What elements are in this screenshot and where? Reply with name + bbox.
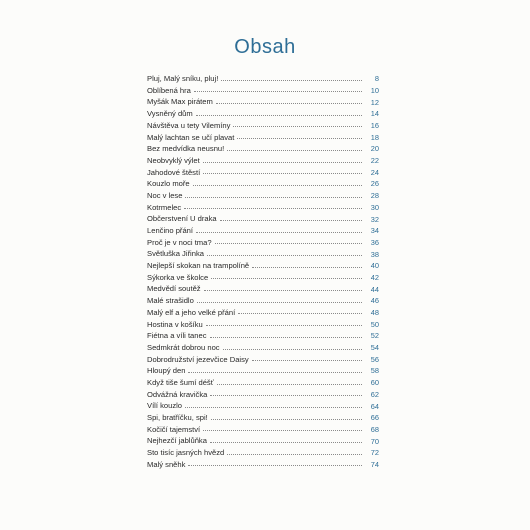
toc-entry-title: Neobvyklý výlet [147,155,200,165]
toc-entry [147,153,379,165]
toc-entry [147,141,379,153]
toc-entry-page-number: 26 [370,179,379,189]
toc-leader-dots [196,115,362,116]
toc-entry [147,188,379,200]
toc-leader-dots [252,360,362,361]
page-title: Obsah [234,36,296,58]
toc-entry-page-number: 74 [370,459,379,469]
toc-leader-dots [185,197,362,198]
toc-leader-dots [194,91,362,92]
toc-entry-page-number: 18 [370,132,379,142]
toc-entry [147,235,379,247]
toc-entry-page-number: 64 [370,401,379,411]
toc-entry-title: Malé strašidlo [147,296,194,306]
toc-entry-page-number: 12 [370,97,379,107]
toc-entry-title: Občerstvení U draka [147,214,217,224]
toc-entry-title: Sedmkrát dobrou noc [147,342,220,352]
toc-entry [147,328,379,340]
toc-leader-dots [210,442,362,443]
toc-leader-dots [210,395,362,396]
toc-entry-page-number: 30 [370,202,379,212]
toc-leader-dots [238,313,362,314]
toc-entry-title: Proč je v noci tma? [147,237,212,247]
toc-entry [147,387,379,399]
toc-leader-dots [203,430,362,431]
toc-entry-page-number: 10 [370,85,379,95]
toc-entry-page-number: 46 [370,296,379,306]
toc-entry-page-number: 68 [370,424,379,434]
toc-entry-page-number: 28 [370,191,379,201]
toc-entry-page-number: 32 [370,214,379,224]
toc-entry-title: Sýkorka ve školce [147,272,209,282]
toc-leader-dots [196,232,362,233]
toc-entry-title: Světluška Jiřinka [147,249,204,259]
toc-entry-title: Fiétna a víli tanec [147,331,207,341]
toc-leader-dots [220,220,362,221]
toc-entry-title: Dobrodružství jezevčice Daisy [147,354,249,364]
toc-entry-page-number: 14 [370,109,379,119]
table-of-contents [147,71,379,468]
toc-leader-dots [227,454,362,455]
toc-entry-title: Hloupý den [147,366,186,376]
toc-entry-title: Myšák Max pirátem [147,97,213,107]
toc-entry-title: Bez medvídka neusnu! [147,144,225,154]
toc-entry [147,94,379,106]
toc-entry [147,200,379,212]
toc-entry-title: Hostina v košíku [147,319,203,329]
toc-leader-dots [221,80,362,81]
toc-entry [147,457,379,469]
toc-entry-page-number: 24 [370,167,379,177]
toc-leader-dots [188,465,362,466]
toc-entry-title: Nejhezčí jablůňka [147,436,207,446]
toc-entry [147,398,379,410]
toc-entry-page-number: 50 [370,319,379,329]
toc-entry [147,211,379,223]
toc-entry-page-number: 44 [370,284,379,294]
toc-leader-dots [193,185,362,186]
toc-entry-title: Medvědí soutěž [147,284,201,294]
toc-entry-title: Noc v lese [147,190,183,200]
toc-leader-dots [184,208,362,209]
toc-entry-title: Kouzlo moře [147,179,190,189]
toc-leader-dots [203,173,362,174]
toc-entry [147,340,379,352]
toc-leader-dots [204,290,362,291]
toc-leader-dots [210,337,362,338]
toc-leader-dots [211,419,362,420]
toc-entry [147,258,379,270]
toc-entry-title: Sto tisíc jasných hvězd [147,448,225,458]
toc-entry-page-number: 8 [374,74,379,84]
toc-entry-title: Vílí kouzlo [147,401,183,411]
toc-entry-page-number: 16 [370,121,379,131]
toc-entry-page-number: 56 [370,354,379,364]
toc-entry [147,445,379,457]
toc-entry [147,352,379,364]
toc-entry [147,316,379,328]
toc-entry [147,106,379,118]
toc-entry-title: Vysněný dům [147,109,193,119]
toc-entry-page-number: 70 [370,436,379,446]
toc-entry [147,246,379,258]
toc-entry-title: Kočičí tajemství [147,424,201,434]
toc-entry [147,176,379,188]
toc-leader-dots [216,103,362,104]
toc-leader-dots [188,372,362,373]
toc-entry-title: Když tiše šumí déšť [147,377,214,387]
toc-leader-dots [215,243,362,244]
toc-entry-title: Oblíbená hra [147,85,191,95]
toc-entry-title: Malý lachtan se učí plavat [147,132,235,142]
toc-leader-dots [217,384,362,385]
toc-leader-dots [211,278,362,279]
toc-entry-page-number: 20 [370,144,379,154]
toc-entry-page-number: 34 [370,226,379,236]
toc-entry [147,165,379,177]
toc-entry-title: Malý sněhk [147,459,186,469]
toc-entry-title: Malý elf a jeho velké přání [147,307,236,317]
toc-entry-page-number: 52 [370,331,379,341]
toc-entry [147,433,379,445]
toc-entry-page-number: 54 [370,343,379,353]
toc-entry-page-number: 42 [370,272,379,282]
toc-entry-page-number: 60 [370,378,379,388]
toc-entry-page-number: 36 [370,237,379,247]
toc-entry [147,293,379,305]
toc-entry-page-number: 58 [370,366,379,376]
toc-entry-title: Spi, bratříčku, spi! [147,413,208,423]
toc-entry [147,223,379,235]
toc-leader-dots [197,302,362,303]
toc-entry-title: Lenčino přání [147,226,194,236]
toc-leader-dots [203,162,362,163]
toc-entry [147,71,379,83]
toc-leader-dots [206,325,362,326]
toc-leader-dots [252,267,362,268]
toc-entry-title: Kotrmelec [147,202,182,212]
toc-entry [147,422,379,434]
toc-leader-dots [223,349,362,350]
toc-entry-page-number: 38 [370,249,379,259]
toc-leader-dots [233,126,362,127]
toc-entry-title: Pluj, Malý sníku, pluj! [147,74,219,84]
toc-entry [147,375,379,387]
toc-entry [147,83,379,95]
toc-leader-dots [237,138,362,139]
toc-entry [147,129,379,141]
toc-entry [147,118,379,130]
toc-entry-page-number: 40 [370,261,379,271]
toc-entry [147,305,379,317]
toc-entry-title: Návštěva u tety Vilemíny [147,120,231,130]
toc-entry-page-number: 48 [370,308,379,318]
toc-entry [147,363,379,375]
toc-entry [147,410,379,422]
toc-leader-dots [185,407,362,408]
toc-entry-title: Jahodové štěstí [147,167,201,177]
toc-entry-page-number: 62 [370,389,379,399]
toc-leader-dots [227,150,362,151]
toc-entry-page-number: 22 [370,156,379,166]
toc-entry [147,270,379,282]
toc-entry-title: Odvážná kravička [147,389,208,399]
toc-entry [147,281,379,293]
toc-entry-page-number: 72 [370,448,379,458]
toc-entry-page-number: 66 [370,413,379,423]
toc-entry-title: Nejlepší skokan na trampolíně [147,261,250,271]
toc-leader-dots [207,255,362,256]
